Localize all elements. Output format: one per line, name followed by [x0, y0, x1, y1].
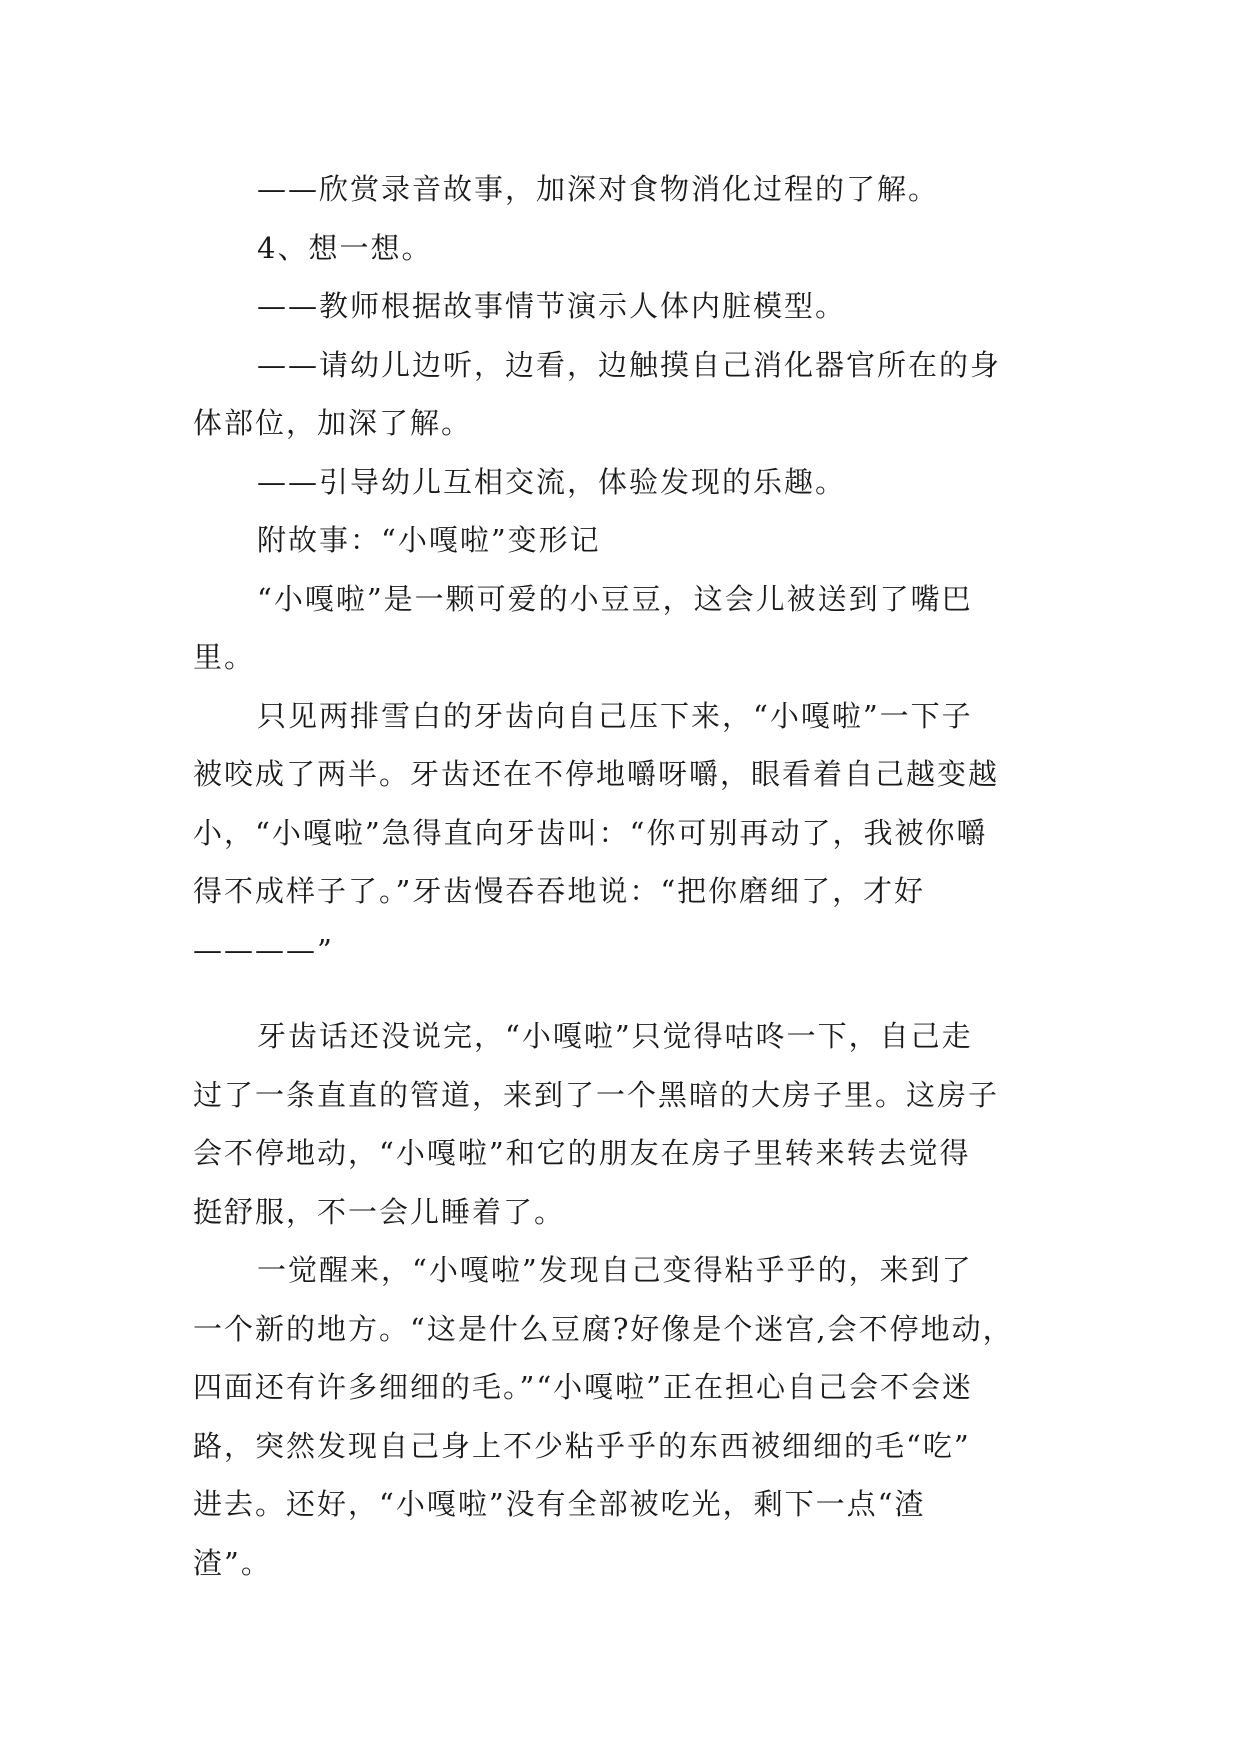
story-title [193, 511, 1049, 570]
text-line: 被咬成了两半。牙齿还在不停地嚼呀嚼，眼看着自己越变越 [193, 757, 1000, 791]
text-line: 牙齿话还没说完，“小嘎啦”只觉得咕咚一下，自己走 [257, 1019, 973, 1053]
paragraph-7 [193, 570, 1049, 687]
text-line: 得不成样子了。”牙齿慢吞吞地说：“把你磨细了，才好 [193, 874, 926, 908]
text-line: ——欣赏录音故事，加深对食物消化过程的了解。 [257, 172, 940, 206]
document-body [193, 160, 1049, 1592]
text-line: 渣”。 [193, 1545, 272, 1580]
paragraph-8 [193, 687, 1049, 980]
paragraph-1 [193, 160, 1049, 219]
text-line: 四面还有许多细细的毛。”“小嘎啦”正在担心自己会不会迷 [193, 1370, 973, 1404]
text-line: 进去。还好，“小嘎啦”没有全部被吃光，剩下一点“渣 [193, 1487, 926, 1521]
text-line: 附故事：“小嘎啦”变形记 [257, 523, 601, 557]
text-line: 挺舒服，不一会儿睡着了。 [193, 1194, 566, 1229]
text-line: ——请幼儿边听，边看，边触摸自己消化器官所在的身 [257, 347, 1002, 382]
text-line: 一觉醒来，“小嘎啦”发现自己变得粘乎乎的，来到了 [257, 1253, 973, 1287]
text-line: 里。 [193, 640, 256, 674]
paragraph-3 [193, 277, 1049, 336]
paragraph-9 [193, 1007, 1049, 1241]
paragraph-4 [193, 336, 1049, 453]
text-line: 小，“小嘎啦”急得直向牙齿叫：“你可别再动了，我被你嚼 [193, 815, 988, 850]
text-line: 4、想一想。 [257, 230, 433, 265]
text-line: ——教师根据故事情节演示人体内脏模型。 [257, 289, 847, 323]
text-line: ————” [193, 932, 334, 967]
text-line: 会不停地动，“小嘎啦”和它的朋友在房子里转来转去觉得 [193, 1136, 971, 1170]
text-line: 体部位，加深了解。 [193, 406, 473, 440]
paragraph-gap [193, 979, 1049, 1007]
text-line: 路，突然发现自己身上不少粘乎乎的东西被细细的毛“吃” [193, 1428, 971, 1463]
text-line: 一个新的地方。“这是什么豆腐?好像是个迷宫,会不停地动， [193, 1311, 1014, 1346]
paragraph-5 [193, 453, 1049, 512]
paragraph-2 [193, 219, 1049, 278]
text-line: “小嘎啦”是一颗可爱的小豆豆，这会儿被送到了嘴巴 [257, 581, 973, 616]
text-line: 只见两排雪白的牙齿向自己压下来，“小嘎啦”一下子 [257, 698, 973, 733]
text-line: ——引导幼儿互相交流，体验发现的乐趣。 [257, 464, 847, 499]
paragraph-10 [193, 1241, 1049, 1592]
text-line: 过了一条直直的管道，来到了一个黑暗的大房子里。这房子 [193, 1077, 1000, 1112]
